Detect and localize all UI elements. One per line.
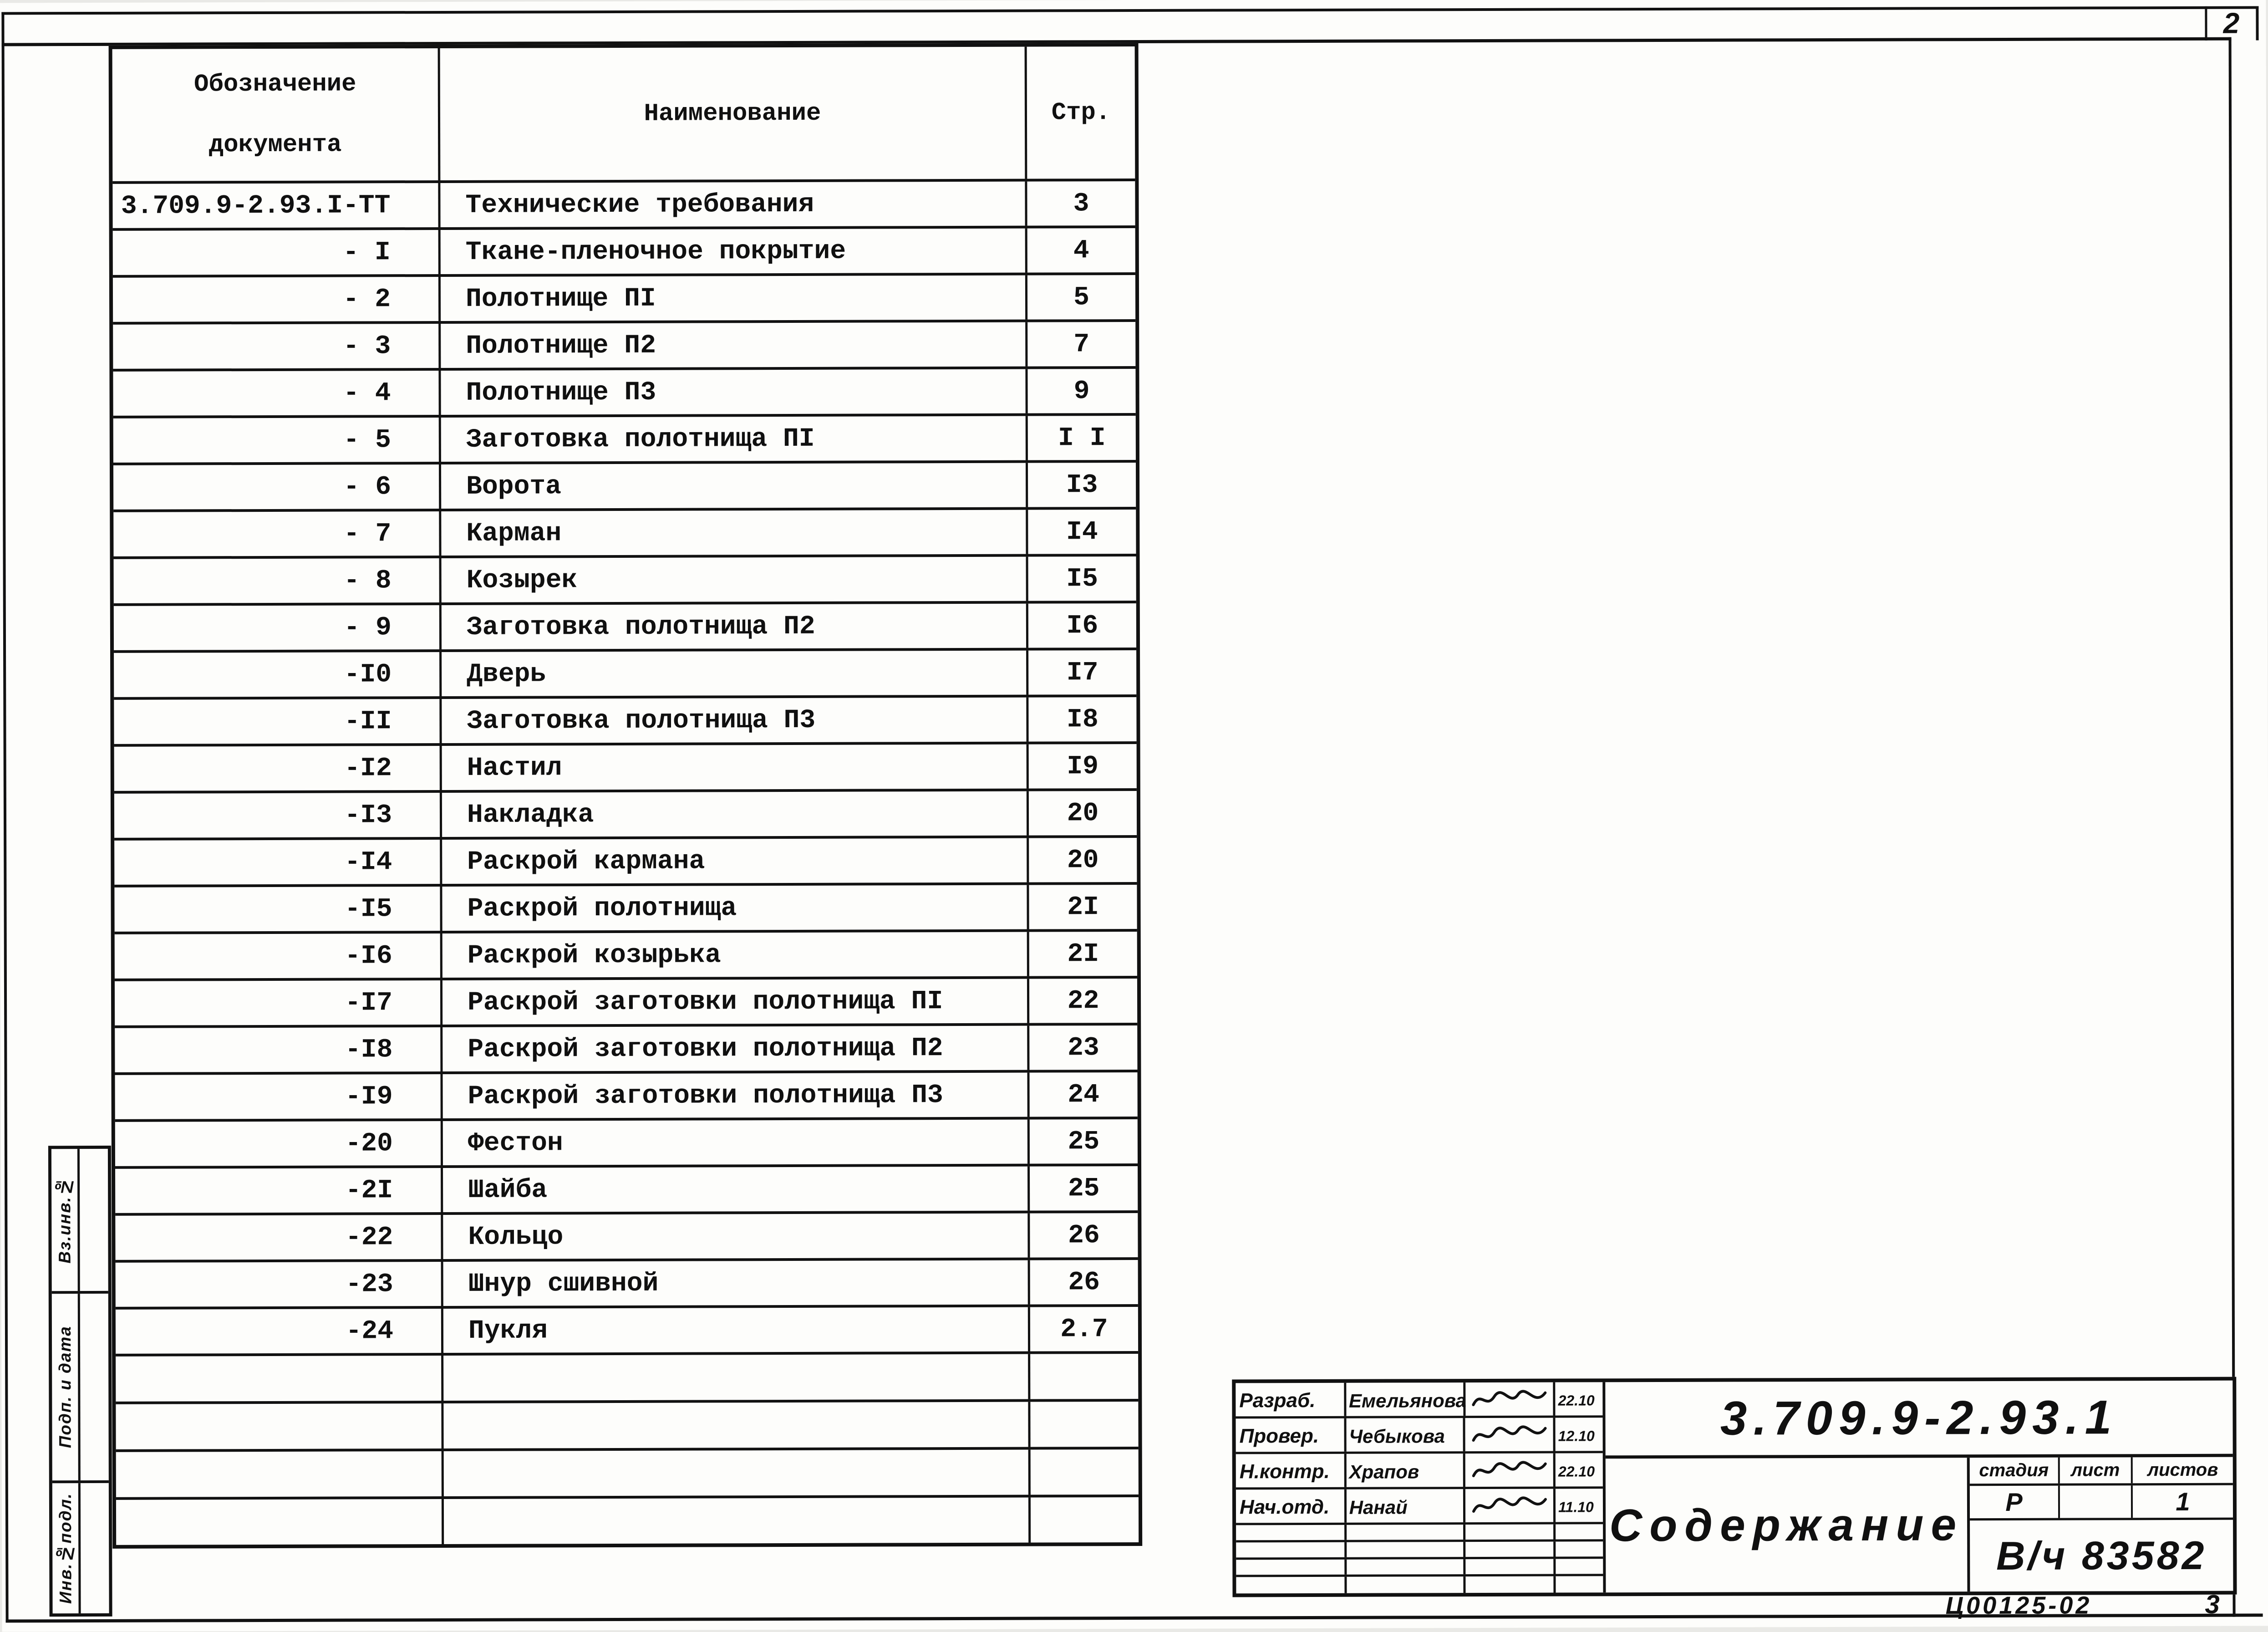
item-name-cell: Заготовка полотнища П2	[439, 604, 1026, 649]
header-doc-line1: Обозначение	[193, 70, 356, 99]
item-name-cell: Раскрой кармана	[440, 838, 1027, 884]
item-name-cell: Технические требования	[438, 182, 1025, 227]
sidebar-blank	[80, 1149, 108, 1291]
role-cell: Н.контр.	[1239, 1460, 1330, 1483]
role-cell: Нач.отд.	[1239, 1495, 1330, 1519]
doc-designation-cell: -II	[344, 707, 392, 737]
table-row	[114, 788, 1137, 838]
doc-designation-cell: -20	[345, 1129, 393, 1159]
table-row	[114, 835, 1137, 885]
table-row	[112, 178, 1135, 228]
sidebar-cell-podp-data	[52, 1294, 109, 1483]
doc-designation-cell: -I5	[345, 894, 392, 924]
doc-designation-cell: -I8	[345, 1035, 393, 1065]
item-name-cell: Заготовка полотнища ПI	[439, 416, 1026, 462]
page-number-cell: I4	[1026, 510, 1136, 554]
item-name-cell: Кольцо	[441, 1214, 1027, 1259]
item-name-cell: Полотнище П2	[438, 322, 1025, 368]
stage-header-row	[1970, 1457, 2233, 1486]
sheet-title: Содержание	[1606, 1458, 1970, 1592]
page-number-cell: 2.7	[1028, 1307, 1138, 1352]
signature-row-empty	[1236, 1559, 1603, 1577]
signature-icon	[1470, 1457, 1548, 1483]
item-name-cell: Раскрой заготовки полотнища П2	[440, 1026, 1027, 1071]
header-doc-line2: документа	[208, 131, 342, 159]
page-number-cell: 26	[1028, 1260, 1138, 1305]
document-number: 3.709.9-2.93.1	[1605, 1381, 2232, 1459]
signature-cell	[1463, 1382, 1553, 1416]
doc-designation-cell: -I6	[345, 941, 392, 971]
table-row	[114, 554, 1136, 603]
footer-page-number: 3	[2205, 1589, 2220, 1619]
page-number-cell: I8	[1026, 697, 1136, 742]
doc-designation-cell: - 9	[344, 613, 392, 643]
page-number-cell: 2I	[1027, 885, 1137, 929]
item-name-cell: Шнур сшивной	[441, 1260, 1028, 1306]
item-name-cell: Козырек	[439, 557, 1026, 602]
doc-designation-cell: -I7	[345, 988, 393, 1018]
table-row	[113, 225, 1135, 275]
date-cell: 22.10	[1553, 1382, 1602, 1415]
date-cell: 12.10	[1553, 1418, 1603, 1451]
page-number-cell: I5	[1026, 556, 1136, 601]
doc-designation-cell: - I	[343, 238, 391, 268]
signature-row	[1236, 1418, 1602, 1454]
name-cell: Чебыкова	[1344, 1418, 1463, 1452]
page-number-cell: 25	[1027, 1119, 1138, 1164]
sidebar-cell-inv-podl	[52, 1483, 109, 1613]
table-row	[114, 741, 1137, 791]
stage-header-listov: листов	[2147, 1459, 2218, 1480]
role-cell: Разраб.	[1239, 1389, 1316, 1412]
item-name-cell: Настил	[440, 745, 1027, 790]
item-name-cell: Ткане-пленочное покрытие	[438, 229, 1025, 274]
doc-designation-cell: -24	[346, 1316, 394, 1346]
table-row	[115, 1163, 1138, 1213]
page-number-cell: 7	[1025, 322, 1135, 367]
doc-designation-cell: - 4	[343, 378, 391, 408]
doc-designation-cell: 3.709.9-2.93.I-ТТ	[121, 191, 391, 221]
item-name-cell: Раскрой заготовки полотнища ПI	[440, 979, 1027, 1025]
inventory-sidebar	[48, 1146, 112, 1617]
doc-designation-cell: -2I	[345, 1176, 393, 1206]
table-row	[115, 1070, 1137, 1119]
signature-row	[1236, 1453, 1603, 1489]
signature-row	[1236, 1489, 1603, 1525]
page-number-cell: 20	[1027, 838, 1137, 882]
role-cell: Провер.	[1239, 1424, 1319, 1448]
signature-cell	[1463, 1489, 1553, 1523]
table-row	[115, 1023, 1137, 1072]
empty-row	[116, 1399, 1138, 1449]
page-number-cell: I6	[1026, 603, 1136, 648]
signature-cell	[1463, 1454, 1553, 1487]
item-name-cell: Полотнище П3	[438, 369, 1025, 415]
signature-row	[1236, 1382, 1602, 1418]
signature-table	[1236, 1382, 1606, 1593]
doc-designation-cell: - 7	[343, 519, 392, 549]
header-page: Стр.	[1025, 46, 1135, 179]
signature-cell	[1463, 1418, 1553, 1452]
page-number-cell: 25	[1027, 1166, 1138, 1211]
signature-row-empty	[1236, 1576, 1603, 1593]
table-row	[114, 601, 1136, 650]
doc-designation-cell: - 6	[343, 472, 392, 502]
page-number-cell: 5	[1025, 275, 1135, 320]
item-name-cell: Пукля	[441, 1307, 1028, 1353]
signature-row-empty	[1236, 1541, 1603, 1560]
table-row	[113, 507, 1136, 556]
header-doc-designation	[112, 48, 438, 181]
page-number-cell: 20	[1027, 791, 1137, 836]
signature-icon	[1470, 1386, 1548, 1412]
item-name-cell: Полотнище ПI	[438, 275, 1025, 321]
page-number-cell: 24	[1027, 1072, 1137, 1117]
stage-value-list	[2060, 1485, 2133, 1518]
item-name-cell: Накладка	[440, 791, 1027, 837]
table-row	[115, 1117, 1138, 1166]
page-number-cell: I9	[1027, 744, 1137, 789]
frame-left-line	[1, 12, 8, 1622]
table-row	[113, 460, 1136, 510]
sidebar-blank	[80, 1294, 109, 1480]
item-name-cell: Раскрой заготовки полотнища П3	[440, 1073, 1027, 1118]
doc-designation-cell: - 5	[343, 425, 391, 455]
table-row	[115, 929, 1137, 979]
stage-value-stadiya: Р	[1970, 1486, 2060, 1519]
contents-table	[109, 43, 1143, 1549]
page-number-cell: I3	[1026, 463, 1136, 507]
stage-value-listov: 1	[2176, 1487, 2190, 1516]
item-name-cell: Шайба	[441, 1167, 1027, 1212]
page-number-cell: 4	[1025, 228, 1135, 273]
doc-designation-cell: -I9	[345, 1082, 393, 1112]
page-number-cell: 2I	[1027, 932, 1137, 976]
stamp-right-section	[1605, 1381, 2233, 1593]
sheet-corner-number: 2	[2223, 6, 2240, 40]
name-cell: Храпов	[1344, 1454, 1463, 1487]
doc-designation-cell: -I3	[344, 801, 392, 831]
page-number-cell: 22	[1027, 979, 1137, 1023]
table-row	[113, 413, 1136, 463]
stage-header-list: лист	[2060, 1457, 2133, 1483]
item-name-cell: Заготовка полотнища П3	[439, 698, 1026, 743]
doc-designation-cell: - 3	[343, 332, 391, 362]
page-number-cell: 3	[1025, 181, 1135, 226]
doc-designation-cell: - 8	[344, 566, 392, 596]
item-name-cell: Дверь	[439, 651, 1026, 696]
date-cell: 22.10	[1553, 1453, 1603, 1486]
stage-section	[1970, 1457, 2233, 1592]
title-block	[1232, 1377, 2237, 1597]
name-cell: Нанай	[1344, 1489, 1464, 1523]
header-name: Наименование	[438, 47, 1025, 180]
corner-box-right-edge	[2256, 6, 2258, 41]
signature-rows	[1236, 1382, 1603, 1525]
sidebar-label-inv-podl: Инв.№подл.	[56, 1493, 75, 1604]
table-row	[114, 648, 1136, 697]
item-name-cell: Раскрой козырька	[440, 932, 1027, 978]
table-row	[113, 319, 1135, 369]
stage-value-row	[1970, 1485, 2233, 1521]
item-name-cell: Фестон	[441, 1120, 1027, 1165]
empty-row	[116, 1351, 1138, 1402]
table-row	[113, 272, 1135, 322]
table-row	[114, 694, 1136, 744]
signature-icon	[1471, 1493, 1548, 1518]
sidebar-label-podp-data: Подп. и дата	[55, 1326, 75, 1448]
table-row	[114, 882, 1137, 932]
table-row	[116, 1257, 1138, 1307]
table-row	[116, 1304, 1138, 1354]
empty-row	[116, 1447, 1139, 1497]
signature-row-empty	[1236, 1524, 1603, 1542]
sidebar-cell-vz-inv	[51, 1149, 108, 1294]
page-number-cell: 9	[1025, 369, 1135, 413]
footer-document-code: Ц00125-02	[1945, 1591, 2092, 1620]
name-cell: Емельянова	[1344, 1382, 1463, 1416]
contents-table-header	[112, 46, 1135, 181]
sidebar-blank	[81, 1483, 109, 1613]
date-cell: 11.10	[1553, 1489, 1603, 1522]
military-unit-number: В/ч 83582	[1996, 1532, 2207, 1579]
item-name-cell: Ворота	[439, 463, 1026, 509]
signature-icon	[1470, 1422, 1548, 1447]
page-number-cell: I7	[1026, 650, 1136, 695]
stage-header-stadiya: стадия	[1970, 1458, 2060, 1484]
page-number-cell: I I	[1026, 416, 1136, 460]
doc-designation-cell: -I4	[344, 847, 392, 877]
sidebar-label-vz-inv: Вз.инв.№	[55, 1176, 74, 1264]
page-number-cell: 26	[1027, 1213, 1138, 1258]
item-name-cell: Раскрой полотнища	[440, 885, 1027, 931]
doc-designation-cell: -22	[345, 1223, 393, 1253]
table-row	[115, 976, 1137, 1025]
doc-designation-cell: - 2	[343, 285, 391, 315]
page-number-cell: 23	[1027, 1025, 1137, 1070]
doc-designation-cell: -I2	[344, 754, 392, 784]
table-row	[113, 366, 1135, 416]
frame-top-line	[1, 6, 2258, 15]
doc-designation-cell: -I0	[344, 660, 392, 690]
contents-table-body	[112, 178, 1138, 1354]
corner-box-divider	[2205, 6, 2207, 41]
empty-row	[116, 1494, 1139, 1545]
item-name-cell: Карман	[439, 510, 1026, 556]
doc-designation-cell: -23	[346, 1270, 393, 1300]
table-row	[115, 1210, 1138, 1260]
